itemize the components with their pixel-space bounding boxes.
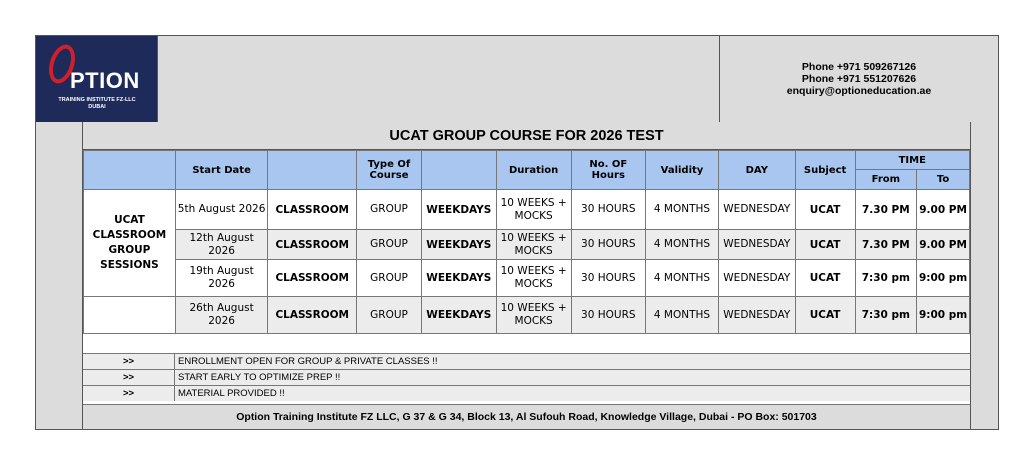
type-cell: GROUP bbox=[357, 230, 422, 260]
day-cell: WEDNESDAY bbox=[718, 190, 795, 230]
header-blank-3 bbox=[421, 151, 496, 190]
note-marker: >> bbox=[83, 370, 175, 385]
header-no-of-hours: No. OF Hours bbox=[571, 151, 646, 190]
table-row bbox=[84, 297, 970, 334]
list-item bbox=[83, 369, 970, 385]
header-start-date: Start Date bbox=[175, 151, 267, 190]
type-cell: GROUP bbox=[357, 297, 422, 334]
time-to-cell: 9.00 PM bbox=[917, 190, 970, 230]
days-cell: WEEKDAYS bbox=[421, 260, 496, 297]
page-title: UCAT GROUP COURSE FOR 2026 TEST bbox=[83, 122, 970, 150]
note-marker: >> bbox=[83, 354, 175, 369]
days-cell: WEEKDAYS bbox=[421, 230, 496, 260]
type-cell: GROUP bbox=[357, 190, 422, 230]
time-to-cell: 9:00 pm bbox=[917, 260, 970, 297]
duration-cell: 10 WEEKS + MOCKS bbox=[496, 230, 571, 260]
header-day: DAY bbox=[718, 151, 795, 190]
note-marker: >> bbox=[83, 386, 175, 401]
note-text: START EARLY TO OPTIMIZE PREP !! bbox=[178, 372, 341, 383]
logo-location: DUBAI bbox=[88, 104, 106, 110]
header-blank-panel bbox=[158, 36, 720, 122]
header-blank-1 bbox=[84, 151, 176, 190]
address-footer: Option Training Institute FZ LLC, G 37 & G 34, Block 13, Al Sufouh Road, Knowledge Village, Dubai - PO Box: 501703 bbox=[83, 404, 970, 429]
mode-cell: CLASSROOM bbox=[268, 297, 357, 334]
header-subject: Subject bbox=[795, 151, 855, 190]
note-text: MATERIAL PROVIDED !! bbox=[178, 388, 285, 399]
duration-cell: 10 WEEKS + MOCKS bbox=[496, 297, 571, 334]
notes-list bbox=[83, 353, 970, 401]
time-from-cell: 7.30 PM bbox=[855, 230, 917, 260]
day-cell: WEDNESDAY bbox=[718, 297, 795, 334]
day-cell: WEDNESDAY bbox=[718, 230, 795, 260]
duration-cell: 10 WEEKS + MOCKS bbox=[496, 190, 571, 230]
time-from-cell: 7:30 pm bbox=[855, 260, 917, 297]
group-label-blank bbox=[84, 297, 176, 334]
start-date-cell: 12th August 2026 bbox=[175, 230, 267, 260]
duration-cell: 10 WEEKS + MOCKS bbox=[496, 260, 571, 297]
contact-block bbox=[720, 36, 998, 122]
hours-cell: 30 HOURS bbox=[571, 260, 646, 297]
validity-cell: 4 MONTHS bbox=[646, 190, 719, 230]
validity-cell: 4 MONTHS bbox=[646, 297, 719, 334]
time-to-cell: 9:00 pm bbox=[917, 297, 970, 334]
header-duration: Duration bbox=[496, 151, 571, 190]
list-item bbox=[83, 353, 970, 369]
schedule-panel bbox=[82, 122, 971, 429]
list-item bbox=[83, 385, 970, 401]
subject-cell: UCAT bbox=[795, 297, 855, 334]
table-row bbox=[84, 190, 970, 230]
days-cell: WEEKDAYS bbox=[421, 297, 496, 334]
header-validity: Validity bbox=[646, 151, 719, 190]
subject-cell: UCAT bbox=[795, 190, 855, 230]
note-text: ENROLLMENT OPEN FOR GROUP & PRIVATE CLASSES !! bbox=[178, 356, 438, 367]
hours-cell: 30 HOURS bbox=[571, 230, 646, 260]
right-margin bbox=[971, 122, 998, 429]
schedule-table bbox=[83, 150, 970, 334]
logo-word: PTION bbox=[70, 68, 140, 93]
days-cell: WEEKDAYS bbox=[421, 190, 496, 230]
logo-subtitle: TRAINING INSTITUTE FZ-LLC bbox=[58, 97, 136, 103]
validity-cell: 4 MONTHS bbox=[646, 260, 719, 297]
subject-cell: UCAT bbox=[795, 260, 855, 297]
header-type-of-course: Type Of Course bbox=[357, 151, 422, 190]
start-date-cell: 19th August 2026 bbox=[175, 260, 267, 297]
header bbox=[36, 36, 998, 122]
hours-cell: 30 HOURS bbox=[571, 297, 646, 334]
header-from: From bbox=[855, 170, 917, 190]
table-row bbox=[84, 230, 970, 260]
subject-cell: UCAT bbox=[795, 230, 855, 260]
header-to: To bbox=[917, 170, 970, 190]
left-margin bbox=[36, 122, 82, 429]
header-time: TIME bbox=[855, 151, 969, 170]
header-blank-2 bbox=[268, 151, 357, 190]
type-cell: GROUP bbox=[357, 260, 422, 297]
group-label: UCAT CLASSROOM GROUP SESSIONS bbox=[84, 190, 176, 297]
validity-cell: 4 MONTHS bbox=[646, 230, 719, 260]
flyer-frame bbox=[35, 35, 999, 430]
hours-cell: 30 HOURS bbox=[571, 190, 646, 230]
start-date-cell: 26th August 2026 bbox=[175, 297, 267, 334]
phone-1: Phone +971 509267126 bbox=[801, 61, 917, 73]
table-row bbox=[84, 260, 970, 297]
time-from-cell: 7.30 PM bbox=[855, 190, 917, 230]
time-to-cell: 9.00 PM bbox=[917, 230, 970, 260]
option-logo bbox=[36, 36, 158, 122]
phone-2: Phone +971 551207626 bbox=[801, 73, 917, 85]
mode-cell: CLASSROOM bbox=[268, 260, 357, 297]
time-from-cell: 7:30 pm bbox=[855, 297, 917, 334]
mode-cell: CLASSROOM bbox=[268, 190, 357, 230]
email[interactable]: enquiry@optioneducation.ae bbox=[786, 85, 932, 97]
mode-cell: CLASSROOM bbox=[268, 230, 357, 260]
day-cell: WEDNESDAY bbox=[718, 260, 795, 297]
start-date-cell: 5th August 2026 bbox=[175, 190, 267, 230]
